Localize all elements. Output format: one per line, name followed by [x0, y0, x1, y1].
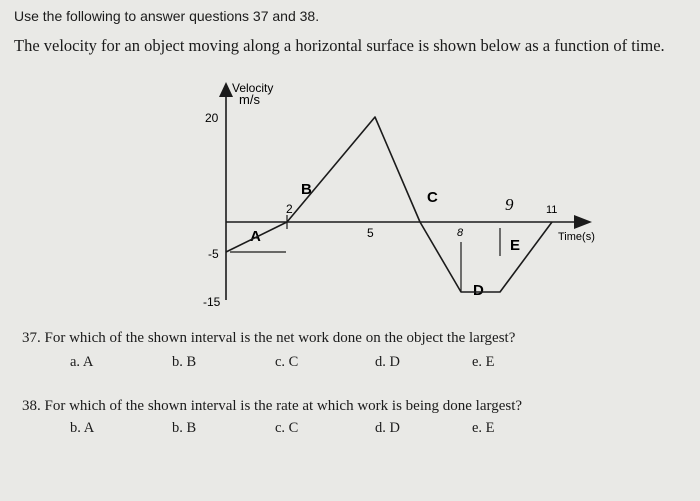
y-tick-20: 20 — [205, 111, 219, 125]
x-tick-5: 5 — [367, 226, 374, 240]
question-38-text: 38. For which of the shown interval is the rate at which work is being done largest? — [22, 398, 523, 414]
y-tick-neg5: -5 — [208, 247, 219, 261]
intro-text: Use the following to answer questions 37 and 38. — [14, 8, 320, 24]
segment-label-a: A — [250, 228, 261, 245]
q38-choice-a: b. A — [70, 420, 95, 436]
segment-label-d: D — [473, 282, 484, 299]
problem-prompt: The velocity for an object moving along a horizontal surface is shown below as a function of time. — [14, 36, 665, 55]
q37-choice-c: c. C — [275, 354, 299, 370]
q37-choice-e: e. E — [472, 354, 495, 370]
q37-choice-a: a. A — [70, 354, 94, 370]
y-tick-neg15: -15 — [203, 295, 221, 309]
y-axis-label: Velocity — [232, 81, 274, 95]
x-axis-label: Time(s) — [558, 231, 595, 243]
segment-label-b: B — [301, 181, 312, 198]
x-tick-11: 11 — [546, 204, 558, 216]
q38-choice-b: b. B — [172, 420, 197, 436]
q37-choice-b: b. B — [172, 354, 197, 370]
y-axis-arrowhead — [219, 82, 233, 97]
q38-choice-e: e. E — [472, 420, 495, 436]
q38-choice-c: c. C — [275, 420, 299, 436]
velocity-line — [226, 117, 552, 292]
segment-label-e: E — [510, 237, 521, 254]
x-tick-8: 8 — [457, 227, 464, 239]
y-axis-unit: m/s — [239, 92, 260, 107]
x-axis-arrowhead — [574, 215, 592, 229]
x-tick-9: 9 — [505, 195, 514, 214]
x-tick-2: 2 — [286, 202, 293, 216]
q37-choice-d: d. D — [375, 354, 400, 370]
segment-label-c: C — [427, 189, 438, 206]
q38-choice-d: d. D — [375, 420, 400, 436]
question-37-text: 37. For which of the shown interval is the net work done on the object the largest? — [22, 330, 516, 346]
